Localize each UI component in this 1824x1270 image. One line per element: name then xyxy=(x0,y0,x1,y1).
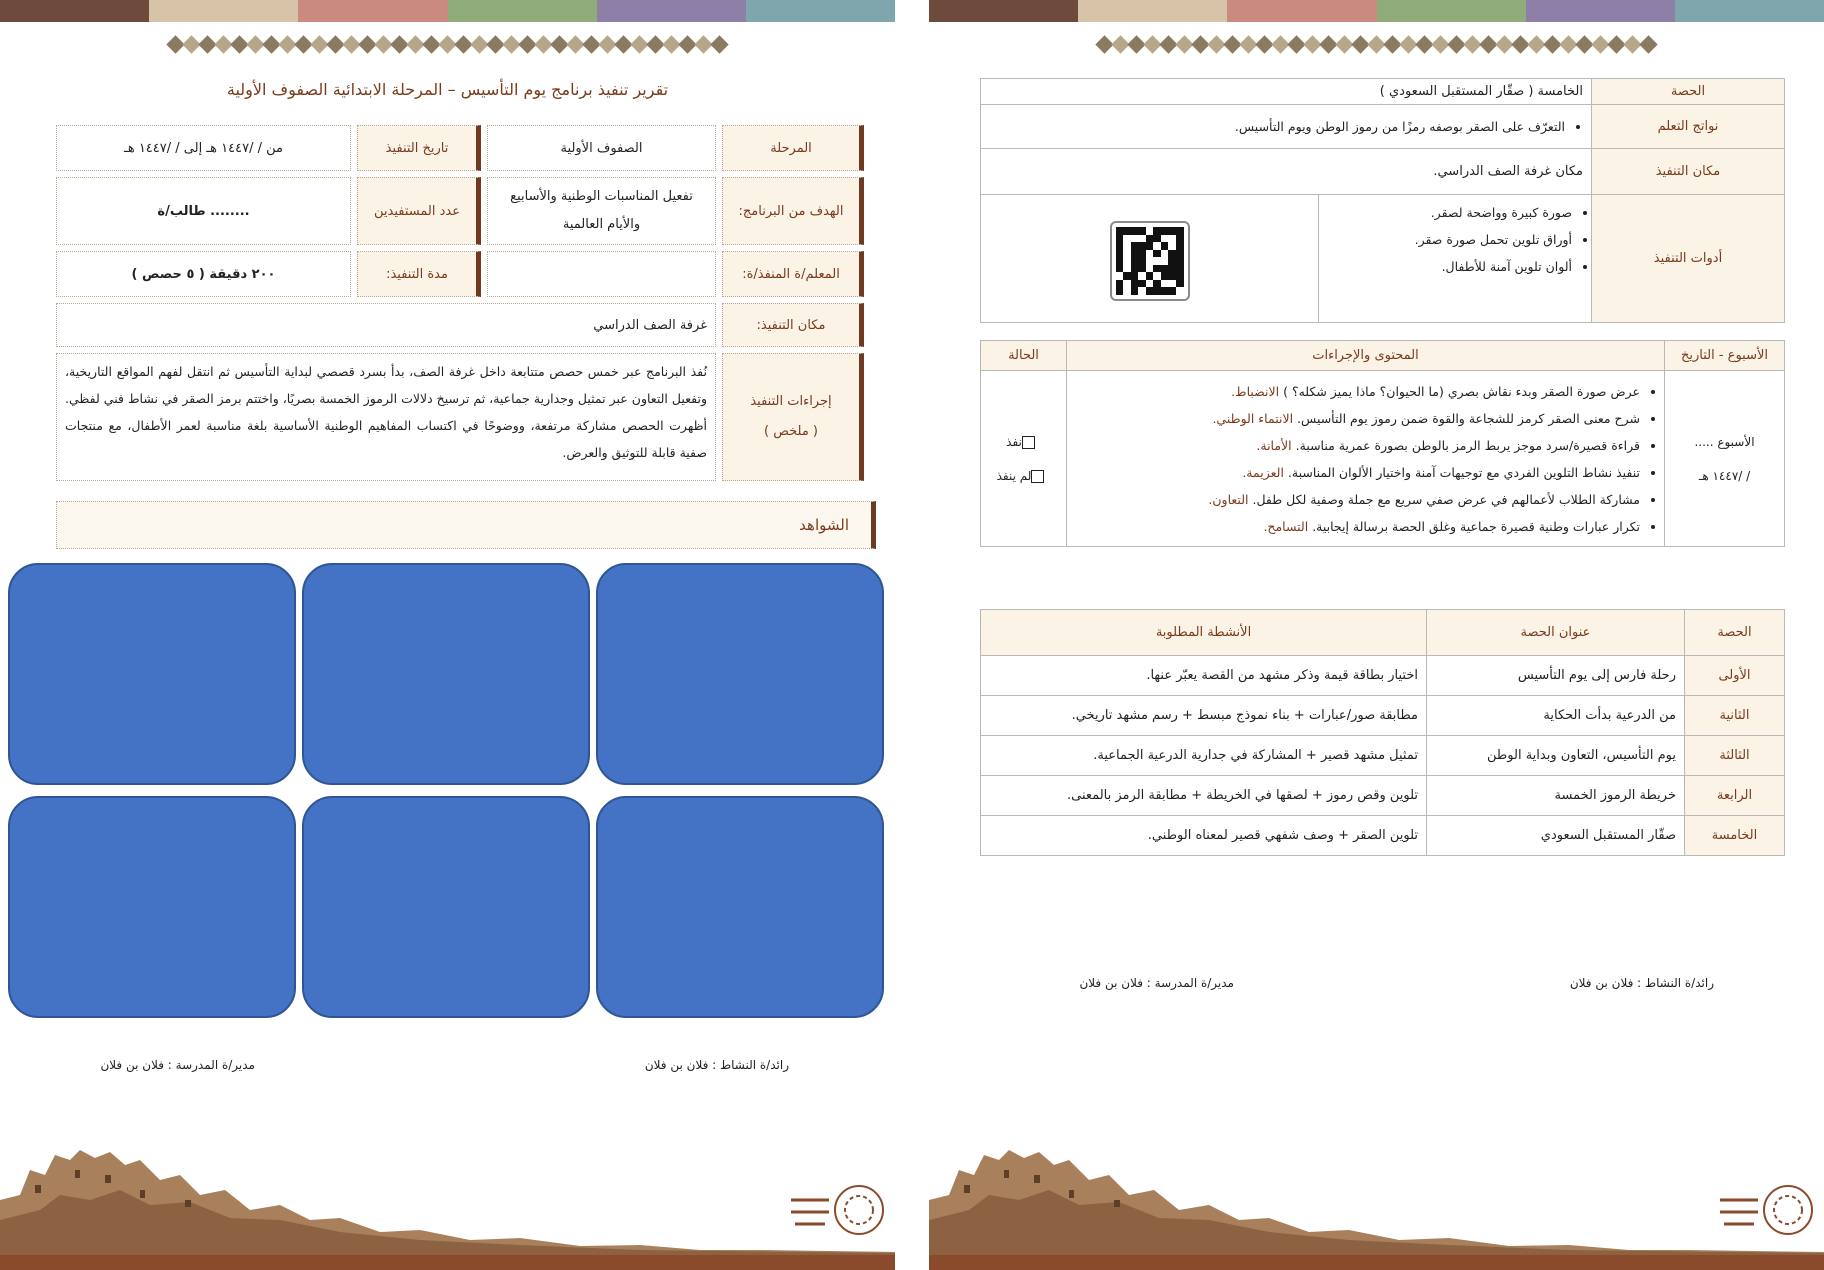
evidence-photo[interactable] xyxy=(302,796,590,1018)
plan-row xyxy=(981,696,1785,736)
lessons-plan-table xyxy=(980,609,1785,856)
evidence-heading: الشواهد xyxy=(56,501,876,549)
plan-row xyxy=(981,816,1785,856)
stage-label: المرحلة xyxy=(722,125,864,171)
evidence-photo[interactable] xyxy=(302,563,590,785)
procedure-text: شرح معنى الصقر كرمز للشجاعة والقوة ضمن رموز يوم التأسيس. xyxy=(1297,410,1640,426)
plan-activities: تمثيل مشهد قصير + المشاركة في جدارية الدرعية الجماعية. xyxy=(981,736,1427,776)
plan-header-activities: الأنشطة المطلوبة xyxy=(981,610,1427,656)
procedure-text: تنفيذ نشاط التلوين الفردي مع توجيهات آمنة واختيار الألوان المناسبة. xyxy=(1287,464,1640,480)
founding-day-logo xyxy=(785,1178,885,1242)
procedures-cell xyxy=(1067,371,1665,547)
procedures-sub: ( ملخص ) xyxy=(764,424,818,439)
duration-label: مدة التنفيذ: xyxy=(357,251,481,297)
plan-title: رحلة فارس إلى يوم التأسيس xyxy=(1427,656,1685,696)
evidence-photo[interactable] xyxy=(596,563,884,785)
status-done-label: نفذ xyxy=(1006,434,1022,449)
duration-value: ٢٠٠ دقيقة ( ٥ حصص ) xyxy=(56,251,351,297)
tools-label: أدوات التنفيذ xyxy=(1592,195,1785,323)
lesson-plan-page xyxy=(929,0,1824,1270)
mud-buildings-illustration xyxy=(0,1140,895,1270)
procedures-list xyxy=(1073,378,1658,540)
plan-row xyxy=(981,736,1785,776)
goal-value: تفعيل المناسبات الوطنية والأسابيع والأيام العالمية xyxy=(487,177,716,245)
lesson-info-table xyxy=(980,78,1785,323)
procedure-item xyxy=(1073,405,1640,432)
stage-value: الصفوف الأولية xyxy=(487,125,716,171)
tools-cell xyxy=(1319,195,1592,323)
activity-leader-signature: رائد/ة النشاط : فلان بن فلان xyxy=(1569,976,1714,990)
procedure-item xyxy=(1073,378,1640,405)
plan-header-title: عنوان الحصة xyxy=(1427,610,1685,656)
goal-label: الهدف من البرنامج: xyxy=(722,177,864,245)
page-title: تقرير تنفيذ برنامج يوم التأسيس – المرحلة الابتدائية الصفوف الأولية xyxy=(226,80,669,99)
plan-row xyxy=(981,776,1785,816)
plan-lesson: الرابعة xyxy=(1685,776,1785,816)
procedure-value: العزيمة. xyxy=(1242,464,1284,480)
plan-title: صقّار المستقبل السعودي xyxy=(1427,816,1685,856)
diamond-border xyxy=(0,38,895,51)
status-done-option[interactable] xyxy=(982,425,1065,459)
checkbox-done[interactable] xyxy=(1022,436,1035,449)
qr-cell xyxy=(981,195,1319,323)
plan-activities: اختيار بطاقة قيمة وذكر مشهد من القصة يعبّر عنها. xyxy=(981,656,1427,696)
status-not-done-label: لم ينفذ xyxy=(996,468,1032,483)
heritage-footer-image xyxy=(0,1140,895,1270)
procedures-label-cell xyxy=(722,353,864,481)
teacher-value[interactable] xyxy=(487,251,716,297)
evidence-photo[interactable] xyxy=(8,563,296,785)
plan-activities: تلوين وقص رموز + لصقها في الخريطة + مطابقة الرمز بالمعنى. xyxy=(981,776,1427,816)
procedure-value: التسامح. xyxy=(1263,518,1309,534)
procedure-text: عرض صورة الصقر وبدء نقاش بصري (ما الحيوان؟ ماذا يميز شكله؟ ) xyxy=(1283,383,1640,399)
founding-day-logo xyxy=(1714,1178,1814,1242)
place-value: غرفة الصف الدراسي xyxy=(56,303,716,347)
procedure-text: مشاركة الطلاب لأعمالهم في عرض صفي سريع مع جملة وصفية لكل طفل. xyxy=(1252,491,1640,507)
plan-lesson: الخامسة xyxy=(1685,816,1785,856)
date-label: تاريخ التنفيذ xyxy=(357,125,481,171)
place-value: مكان غرفة الصف الدراسي. xyxy=(981,149,1592,195)
heritage-footer-image xyxy=(929,1140,1824,1270)
status-cell xyxy=(981,371,1067,547)
tools-list xyxy=(1320,199,1590,280)
procedure-item xyxy=(1073,432,1640,459)
place-label: مكان التنفيذ xyxy=(1592,149,1785,195)
procedure-text: تكرار عبارات وطنية قصيرة جماعية وغلق الحصة برسالة إيجابية. xyxy=(1312,518,1640,534)
plan-activities: تلوين الصقر + وصف شفهي قصير لمعناه الوطني. xyxy=(981,816,1427,856)
content-header: المحتوى والإجراءات xyxy=(1067,341,1665,371)
beneficiaries-value: ........ طالب/ة xyxy=(56,177,351,245)
plan-title: يوم التأسيس، التعاون وبداية الوطن xyxy=(1427,736,1685,776)
plan-activities: مطابقة صور/عبارات + بناء نموذج مبسط + رسم مشهد تاريخي. xyxy=(981,696,1427,736)
activity-leader-signature: رائد/ة النشاط : فلان بن فلان xyxy=(644,1058,789,1072)
status-not-done-option[interactable] xyxy=(982,459,1065,493)
week-date-header: الأسبوع - التاريخ xyxy=(1665,341,1785,371)
evidence-photo[interactable] xyxy=(8,796,296,1018)
qr-code-icon[interactable] xyxy=(1110,221,1190,301)
evidence-photo[interactable] xyxy=(596,796,884,1018)
principal-signature: مدير/ة المدرسة : فلان بن فلان xyxy=(1079,976,1234,990)
procedure-item xyxy=(1073,459,1640,486)
procedures-summary: نُفذ البرنامج عبر خمس حصص متتابعة داخل غرفة الصف، بدأ بسرد قصصي لبداية التأسيس ثم انتقل لفهم المواقع التاريخية، وتفعيل التعاون عبر تمثيل وجدارية جماعية، ثم ترسيخ دلالات الرموز الخمسة بصريًا، واختتم برمز الصقر في نشاط فني لفظي. أظهرت الحصص مشاركة مرتفعة، ووضوحًا في اكتساب المفاهيم الوطنية الأساسية بلغة مناسبة لعمر الأطفال، مع منتجات صفية قابلة للتوثيق والعرض. xyxy=(56,353,716,481)
tool-item: • ألوان تلوين آمنة للأطفال. xyxy=(1320,253,1572,280)
procedure-item xyxy=(1073,486,1640,513)
report-page xyxy=(0,0,895,1270)
procedure-item xyxy=(1073,513,1640,540)
checkbox-not-done[interactable] xyxy=(1031,470,1044,483)
color-strip xyxy=(929,0,1824,22)
procedures-table xyxy=(980,340,1785,547)
plan-title: من الدرعية بدأت الحكاية xyxy=(1427,696,1685,736)
outcomes-cell xyxy=(981,105,1592,149)
week-date: / /١٤٤٧ هـ xyxy=(1698,468,1751,483)
procedure-value: الانضباط. xyxy=(1231,383,1280,399)
plan-title: خريطة الرموز الخمسة xyxy=(1427,776,1685,816)
tool-item: • صورة كبيرة وواضحة لصقر. xyxy=(1320,199,1572,226)
week-cell xyxy=(1665,371,1785,547)
date-value: من / /١٤٤٧ هـ إلى / /١٤٤٧ هـ xyxy=(56,125,351,171)
plan-lesson: الأولى xyxy=(1685,656,1785,696)
plan-lesson: الثانية xyxy=(1685,696,1785,736)
procedure-value: التعاون. xyxy=(1208,491,1249,507)
color-strip xyxy=(0,0,895,22)
lesson-value: الخامسة ( صقّار المستقبل السعودي ) xyxy=(981,79,1592,105)
procedure-value: الأمانة. xyxy=(1256,437,1292,453)
tool-item: • أوراق تلوين تحمل صورة صقر. xyxy=(1320,226,1572,253)
plan-header-lesson: الحصة xyxy=(1685,610,1785,656)
teacher-label: المعلم/ة المنفذ/ة: xyxy=(722,251,864,297)
outcomes-label: نواتج التعلم xyxy=(1592,105,1785,149)
plan-lesson: الثالثة xyxy=(1685,736,1785,776)
diamond-border xyxy=(929,38,1824,51)
procedure-text: قراءة قصيرة/سرد موجز يربط الرمز بالوطن بصورة عمرية مناسبة. xyxy=(1295,437,1640,453)
beneficiaries-label: عدد المستفيدين xyxy=(357,177,481,245)
week-text: الأسبوع ..... xyxy=(1694,434,1755,449)
procedures-label: إجراءات التنفيذ xyxy=(750,394,832,409)
principal-signature: مدير/ة المدرسة : فلان بن فلان xyxy=(100,1058,255,1072)
procedure-value: الانتماء الوطني. xyxy=(1212,410,1294,426)
plan-row xyxy=(981,656,1785,696)
lesson-label: الحصة xyxy=(1592,79,1785,105)
outcomes-value: • التعرّف على الصقر بوصفه رمزًا من رموز الوطن ويوم التأسيس. xyxy=(989,113,1565,140)
place-label: مكان التنفيذ: xyxy=(722,303,864,347)
mud-buildings-illustration xyxy=(929,1140,1824,1270)
status-header: الحالة xyxy=(981,341,1067,371)
